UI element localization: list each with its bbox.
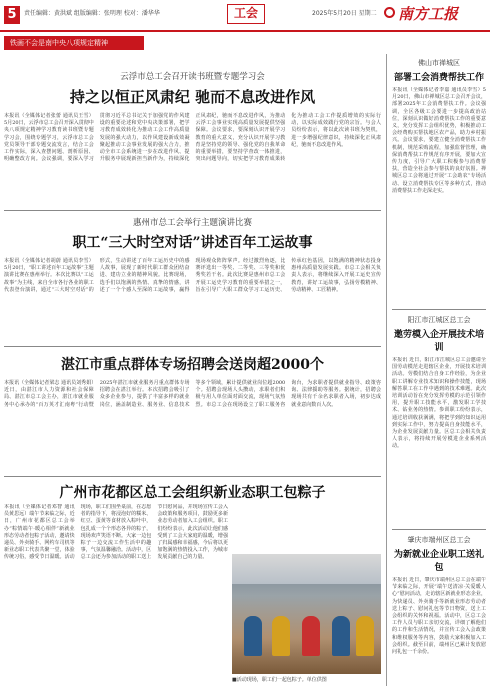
photo-figure bbox=[356, 616, 374, 656]
brief-chancheng bbox=[392, 58, 486, 303]
brief-duanzhou bbox=[392, 535, 486, 690]
photo-figure bbox=[272, 616, 290, 656]
article-zhanjiang bbox=[4, 350, 381, 470]
article-title: 持之以恒正风肃纪 驰而不息改进作风 bbox=[69, 88, 316, 106]
brief-body: 本报讯 近日，肇庆市端州区总工会在端午节来临之际，开展“端午送清凉·关爱暖人心”慰问活动，走访辖区新就业形态企业，为快递员、外卖骑手等新就业形态劳动者送上粽子、慰问礼包等节日物资，送上工会组织的关怀和祝福。活动中，区总工会工作人员与职工亲切交流，详细了解他们的工作和生活情况，并宣传工会入会政策和维权服务等内容，鼓励大家积极加入工会组织。截至目前，端州区已累计发放慰问礼包一千余份。 bbox=[392, 577, 486, 656]
editor-credits: 责任编辑：黄洪斌 组版编辑：张明理 校对：潘华华 bbox=[24, 10, 160, 17]
section-tag: 工会 bbox=[227, 4, 265, 24]
article-huizhou bbox=[4, 216, 381, 354]
masthead: 南方工报 bbox=[398, 5, 459, 23]
date-line: 2025年5月20日 星期二 bbox=[312, 10, 377, 17]
right-column bbox=[386, 54, 486, 686]
photo-tent bbox=[232, 554, 381, 584]
brief-kicker: 佛山市禅城区 bbox=[418, 59, 460, 67]
page-number: 5 bbox=[4, 6, 20, 24]
article-title: 职工“三大时空对话”讲述百年工运故事 bbox=[72, 235, 313, 251]
article-body: 本报讯（全媒体记者胡蔚 通讯员李雪）5月20日，“职工讲述百年工运故事”主题演讲比赛在惠州举行。本次比赛以“工运故事”为主线，来自全市各行各业的职工代表登台演讲，通过“三大时空对话”的形式，生动讲述了百年工运历史中的感人故事，展现了新时代职工群众团结奋进、建功立业的精神风貌。比赛现场，选手们以饱满的热情、真挚的情感，讲述了一个个感人至深的工运故事，赢得现场观众阵阵掌声。经过激烈角逐，比赛评选出一等奖、二等奖、三等奖和优秀奖若干名。此次比赛是惠州市总工会开展工运史学习教育的重要举措之一，旨在引导广大职工群众学习工运历史、传承红色基因，以饱满的精神状态投身惠州高质量发展实践。市总工会相关负责人表示，将继续深入开展工运史宣传教育，讲好工运故事，弘扬劳模精神、劳动精神、工匠精神。 bbox=[4, 258, 381, 293]
brief-kicker: 阳江市江城区总工会 bbox=[407, 316, 471, 324]
article-body: 本报讯（全媒体记者张蕾 通讯员王雪）5月20日，云浮市总工会召开深入贯彻中央八项规定精神学习教育读书班暨专题学习会，围绕专题学习，云浮市总工会党员领导干部专题交流发言，结合工会工作实际，深入查摆问题、剖析原因、明确整改方向。会议强调，要深入学习贯彻习近平总书记关于加强党的作风建设的重要论述和党中央决策部署，把学习教育成效转化为推动工会工作高质量发展的强大动力，以作风建设新成效凝聚起推动工会事业发展的强大合力，推动全市工会系统进一步在改进作风、提升服务中展现新担当新作为，持续深化正风肃纪，驰而不息改进作风，为推动云浮工会事业实现高质量发展提供坚强保障。会议要求，要深刻认识开展学习教育的重大意义，充分认识开展学习教育是坚持党的领导、强化党的自我革命的重要举措，要坚持学查改一体推进，突出问题导向，切实把学习教育成果转化为推动工会工作提质增效的实际行动，以实际成效践行党的宗旨。与会人员纷纷表示，将以此次读书班为契机，进一步增强纪律意识，持续深化正风肃纪，驰而不息改进作风。 bbox=[4, 113, 381, 163]
article-huadu bbox=[4, 480, 381, 502]
brief-title: 邀劳模入企开展技术培训 bbox=[393, 330, 484, 353]
brief-body: 本报讯（全媒体记者李嘉 通讯员李雪）5月20日，佛山市禅城区总工会召开会议，部署2025年工会消费帮扶工作。会议强调，全区各级工会要进一步提高政治站位，深刻认识做好消费帮扶工作的重要意义，充分发挥工会组织优势，积极推动工会经费购买帮扶地区农产品，助力乡村振兴。会议要求，要建立健全消费帮扶工作机制，规范采购流程，加强监督管理，确保消费帮扶工作规范有序开展，要加大宣传力度，引导广大职工积极参与消费帮扶，营造全社会参与帮扶的良好氛围。禅城区总工会将通过开展“工会助农”专场活动、设立消费帮扶专区等多种方式，推动消费帮扶工作走深走实。 bbox=[392, 87, 486, 194]
photo-figure bbox=[332, 616, 350, 656]
divider bbox=[392, 529, 486, 530]
column-banner: 铁画不会是南中央八项规定精神 bbox=[4, 36, 144, 50]
brief-title: 部署工会消费帮扶工作 bbox=[393, 73, 484, 83]
divider bbox=[4, 210, 381, 211]
news-photo bbox=[232, 554, 381, 674]
article-body: 本报讯（全媒体记者邓智 通讯员黄思远）端午节来临之际，近日，广州市花都区总工会举办“粽情端午·暖心相伴”新就业形态劳动者包粽子活动，邀请快递员、外卖骑手、网约车司机等新业态职工代表共聚一堂，体验传统习俗，感受节日温暖。活动现场，职工们围坐桌前，在志愿者的指导下，将浸泡好的糯米、红豆、蛋黄等食材放入粽叶中，包扎成一个个形态各异的粽子，现场欢声笑语不断。大家一边包粽子一边交流工作生活中的趣事，气氛温馨融洽。活动中，区总工会还为参加活动的职工送上节日慰问品，并现场宣传工会入会政策和服务项目，鼓励更多新业态劳动者加入工会组织。职工们纷纷表示，此次活动让他们感受到了工会大家庭的温暖，增强了归属感和幸福感，今后将以更加饱满的热情投入工作，为城市发展贡献自己的力量。 bbox=[4, 504, 228, 561]
photo-figure bbox=[302, 616, 320, 656]
top-bar bbox=[0, 0, 490, 32]
divider bbox=[4, 346, 381, 347]
article-huadu-body bbox=[4, 504, 228, 688]
article-kicker: 云浮市总工会召开读书班暨专题学习会 bbox=[120, 72, 265, 82]
article-body: 本报讯（全媒体记者梁志 通讯员刘秀娟）近日，由湛江市人力资源和社会保障局、湛江市总工会主办，湛江市就业服务中心承办的“百万英才汇南粤”行动暨2025年湛江市就业服务月重点群体专场招聘会在湛江举行。本次招聘会吸引了众多企业参与，提供了丰富多样的就业岗位，涵盖制造业、服务业、信息技术等多个领域，累计提供就业岗位超2000个。招聘会现场人头攒动，求职者们积极与用人单位面对面交流，现场气氛热烈。市总工会在现场设立了职工服务咨询台，为求职者提供就业指导、政策咨询、法律援助等服务。据统计，招聘会现场共有千余名求职者入场，初步达成就业意向数百人次。 bbox=[4, 380, 381, 408]
brief-body: 本报讯 近日，阳江市江城区总工会邀请全国劳动模范走进辖区企业，开展技术培训活动。劳模们结合自身工作经验，为企业职工讲解专业技术知识和操作技能，现场解答职工在工作中遇到的技术难题。此次培训活动旨在充分发挥劳模的示范引领作用，提升职工技能水平，激发职工学技术、钻业务的热情。参训职工纷纷表示，通过培训收获满满，将把学到的知识运用到实际工作中，努力提高自身技能水平，为企业发展贡献力量。区总工会相关负责人表示，将持续开展劳模进企业系列活动。 bbox=[392, 357, 486, 450]
article-kicker: 惠州市总工会举行主题演讲比赛 bbox=[132, 218, 252, 228]
divider bbox=[392, 309, 486, 310]
photo-figure bbox=[244, 616, 262, 656]
masthead-logo-icon bbox=[384, 7, 395, 18]
article-yunfu bbox=[4, 70, 381, 208]
brief-title: 为新就业企业职工送礼包 bbox=[393, 550, 484, 573]
divider bbox=[4, 476, 381, 477]
brief-kicker: 肇庆市端州区总工会 bbox=[407, 536, 471, 544]
brief-jiangcheng bbox=[392, 315, 486, 523]
photo-caption: ■活动现场，职工们一起包粽子。单位供图 bbox=[232, 677, 327, 683]
article-title: 广州市花都区总工会组织新业态职工包粽子 bbox=[59, 485, 326, 501]
article-title: 湛江市重点群体专场招聘会送岗超2000个 bbox=[61, 357, 324, 373]
